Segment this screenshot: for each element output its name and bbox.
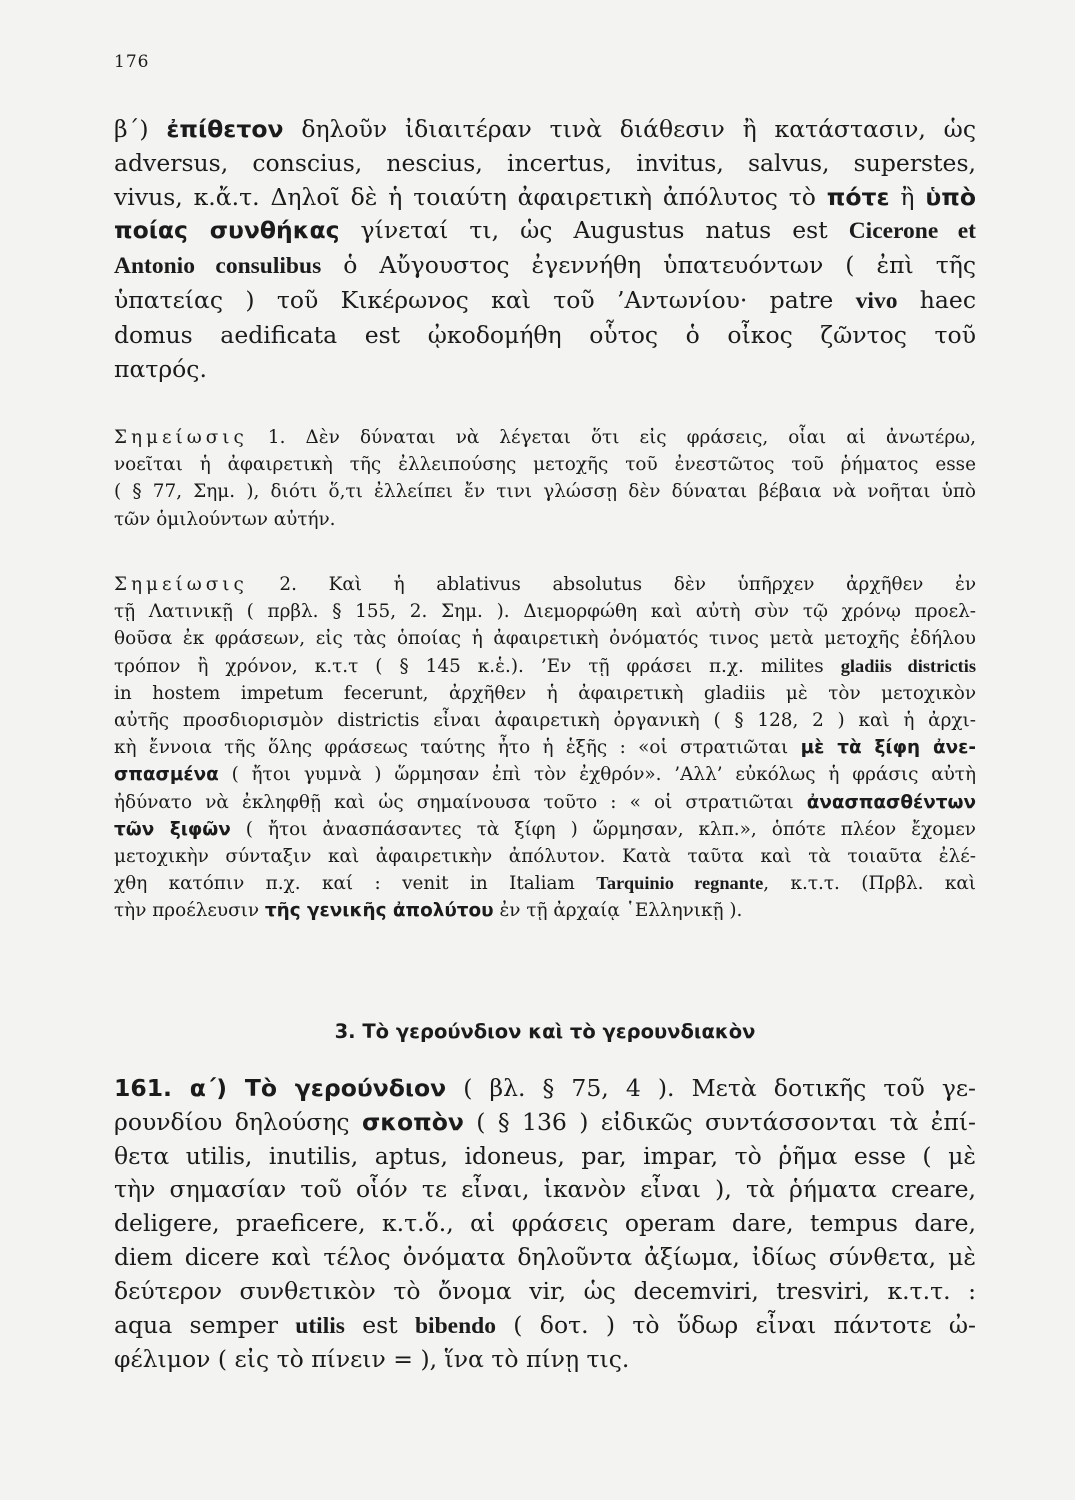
note-1 [114,424,976,533]
note2-line: τὴν προέλευσιν τῆς γενικῆς ἀπολύτου ἐν τῇ ἀρχαίᾳ ῾Ελληνικῇ ). [114,900,743,922]
spaced-text: Σημείωσις [114,427,248,448]
spaced-text: Σημείωσις [114,574,248,595]
para2-line: θετα utilis, inutilis, aptus, idoneus, par, impar, τὸ ῥῆμα esse ( μὲ [114,1141,976,1170]
page-number: 176 [114,52,150,72]
note1-line: νοεῖται ἡ ἀφαιρετικὴ τῆς ἐλλειπούσης μετοχῆς τοῦ ἐνεστῶτος τοῦ ῥήματος esse [114,454,976,476]
bold-text: ποίας συνθήκας [114,216,340,245]
paragraph-gerund [114,1072,976,1377]
para2-line: τὴν σημασίαν τοῦ οἷόν τε εἶναι, ἱκανὸν εἶναι ), τὰ ῥήματα creare, [114,1175,976,1204]
note1-line: ( § 77, Σημ. ), διότι ὅ,τι ἐλλείπει ἔν τινι γλώσσῃ δὲν δύναται βέβαια νὰ νοῆται ὑπὸ [114,481,976,503]
note2-line: χθη κατόπιν π.χ. καί : venit in Italiam Tarquinio regnante, κ.τ.τ. (Πρβλ. καὶ [114,873,976,895]
bold-text: πότε [826,182,890,211]
para2-line: φέλιμον ( εἰς τὸ πίνειν = ), ἵνα τὸ πίνῃ τις. [114,1345,630,1374]
note1-line: τῶν ὁμιλούντων αὐτήν. [114,508,336,530]
note2-line: τῇ Λατινικῇ ( πρβλ. § 155, 2. Σημ. ). Διεμορφώθη καὶ αὐτὴ σὺν τῷ χρόνῳ προελ- [114,601,976,623]
para2-line: δεύτερον συνθετικὸν τὸ ὄνομα vir, ὡς decemviri, tresviri, κ.τ.τ. : [114,1276,976,1305]
para2-line: deligere, praeficere, κ.τ.ὅ., αἱ φράσεις operam dare, tempus dare, [114,1209,976,1238]
bold-text: ἀνασπασθέντων [806,791,976,813]
para2-line: diem dicere καὶ τέλος ὀνόματα δηλοῦντα ἀξίωμα, ἰδίως σύνθετα, μὲ [114,1242,976,1271]
para2-line: aqua semper utilis est bibendo ( δοτ. ) τὸ ὕδωρ εἶναι πάντοτε ὠ- [114,1310,976,1339]
note2-line: ἠδύνατο νὰ ἐκληφθῇ καὶ ὡς σημαίνουσα τοῦτο : « οἱ στρατιῶται ἀνασπασθέντων [114,791,976,813]
bold-text: utilis [295,1312,345,1339]
bold-text: σπασμένα [114,764,219,786]
bold-text: Tarquinio regnante [596,873,764,894]
bold-text: Antonio consulibus [114,253,322,280]
bold-text: ἐπίθετον [166,115,284,143]
bold-text: τῆς γενικῆς ἀπολύτου [264,900,494,922]
note2-line: σπασμένα ( ἤτοι γυμνὰ ) ὥρμησαν ἐπὶ τὸν ἐχθρόν». ’Αλλ’ εὐκόλως ἡ φράσις αὐτὴ [114,764,976,786]
bold-text: gladiis districtis [840,655,976,676]
bold-text: τῶν ξιφῶν [114,818,231,840]
bold-text: ὑπὸ [925,182,976,211]
para1-line: vivus, κ.ἄ.τ. Δηλοῖ δὲ ἡ τοιαύτη ἀφαιρετικὴ ἀπόλυτος τὸ πότε ἢ ὑπὸ [114,182,976,211]
para2-line: 161. α΄) Τὸ γερούνδιον ( βλ. § 75, 4 ). Μετὰ δοτικῆς τοῦ γε- [114,1074,977,1102]
bold-text: bibendo [414,1312,496,1339]
para1-line: adversus, conscius, nescius, incertus, invitus, salvus, superstes, [114,148,976,177]
section-heading: 3. Τὸ γερούνδιον καὶ τὸ γερουνδιακὸν [334,1020,756,1043]
note2-line: in hostem impetum fecerunt, ἀρχῆθεν ἡ ἀφαιρετικὴ gladiis μὲ τὸν μετοχικὸν [114,682,976,704]
para2-line: ρουνδίου δηλούσης σκοπὸν ( § 136 ) εἰδικῶς συντάσσονται τὰ ἐπί- [114,1107,976,1136]
note2-line: κὴ ἔννοια τῆς ὅλης φράσεως ταύτης ἦτο ἡ ἑξῆς : «οἱ στρατιῶται μὲ τὰ ξίφη ἀνε- [114,737,977,759]
para1-line: ὑπατείας ) τοῦ Κικέρωνος καὶ τοῦ ’Αντωνίου· patre vivo haec [114,285,977,314]
para1-line: πατρός. [114,354,207,383]
note2-line: θοῦσα ἐκ φράσεων, εἰς τὰς ὁποίας ἡ ἀφαιρετικὴ ὀνόματός τινος μετὰ μετοχῆς ἐδήλου [114,628,976,650]
bold-text: vivo [855,287,898,314]
para1-line: β΄) ἐπίθετον δηλοῦν ἰδιαιτέραν τινὰ διάθεσιν ἢ κατάστασιν, ὡς [114,115,976,143]
paragraph-epitheton [114,113,976,386]
note1-line: Σημείωσις 1. Δὲν δύναται νὰ λέγεται ὅτι εἰς φράσεις, οἷαι αἱ ἀνωτέρω, [114,427,976,448]
bold-text: μὲ τὰ ξίφη ἀνε- [800,737,977,759]
bold-text: σκοπὸν [361,1107,464,1136]
note2-line: μετοχικὴν σύνταξιν καὶ ἀφαιρετικὴν ἀπόλυτον. Κατὰ ταῦτα καὶ τὰ τοιαῦτα ἐλέ- [114,846,976,868]
note2-line: τῶν ξιφῶν ( ἤτοι ἀνασπάσαντες τὰ ξίφη ) ὥρμησαν, κλπ.», ὁπότε πλέον ἔχομεν [114,818,976,840]
bold-text: 161. α΄) Τὸ γερούνδιον [114,1074,447,1102]
note2-line: τρόπον ἢ χρόνον, κ.τ.τ ( § 145 κ.ἑ.). ’Εν τῇ φράσει π.χ. milites gladiis districtis [114,655,976,677]
para1-line: domus aedificata est ᾠκοδομήθη οὗτος ὁ οἶκος ζῶντος τοῦ [114,320,976,349]
note2-line: αὐτῆς προσδιορισμὸν districtis εἶναι ἀφαιρετικὴ ὀργανικὴ ( § 128, 2 ) καὶ ἡ ἀρχι- [114,710,976,732]
para1-line: Antonio consulibus ὁ Αὔγουστος ἐγεννήθη ὑπατευόντων ( ἐπὶ τῆς [114,251,977,280]
note2-line: Σημείωσις 2. Καὶ ἡ ablativus absolutus δὲν ὑπῆρχεν ἀρχῆθεν ἐν [114,574,976,595]
para1-line: ποίας συνθήκας γίνεταί τι, ὡς Augustus natus est Cicerone et [114,216,976,245]
note-2 [114,571,976,925]
bold-text: Cicerone et [848,218,976,245]
